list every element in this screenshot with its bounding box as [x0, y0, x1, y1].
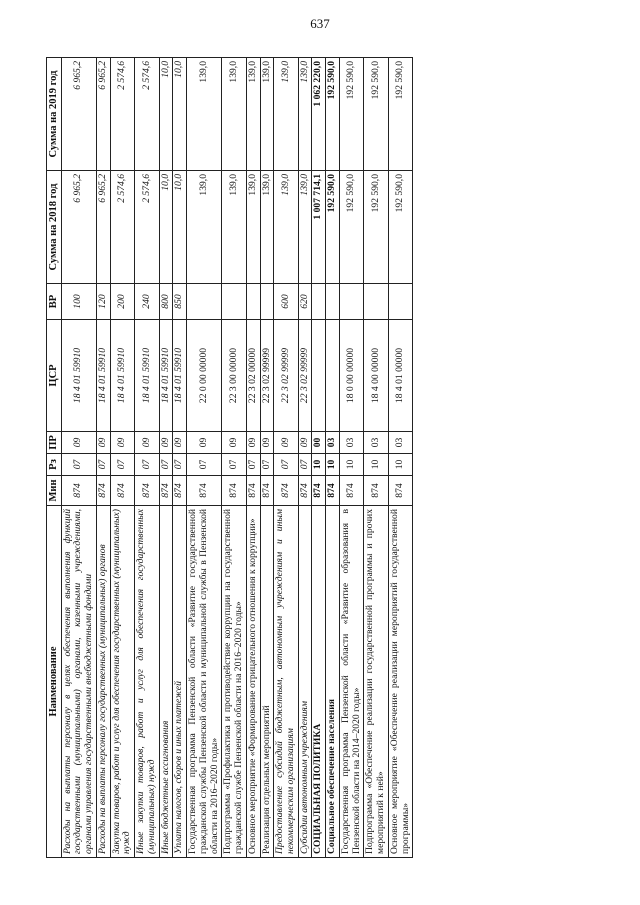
cell-min: 874 [260, 476, 274, 506]
cell-name: Социальное обеспечение населения [326, 506, 340, 858]
cell-name: Предоставление субсидий бюджетным, автономным учреждениям и иным некоммерческим организациям [274, 506, 298, 858]
cell-name: Реализация отдельных мероприятий [260, 506, 274, 858]
cell-vr [187, 284, 222, 320]
cell-sum-2019: 192 590,0 [364, 58, 388, 171]
cell-sum-2018: 139,0 [274, 171, 298, 284]
cell-csr: 22 3 02 99999 [260, 320, 274, 432]
cell-sum-2018: 192 590,0 [388, 171, 412, 284]
cell-csr: 18 0 00 00000 [339, 320, 363, 432]
cell-vr [339, 284, 363, 320]
table-body [61, 58, 413, 858]
table-row [187, 58, 222, 858]
table-row [96, 58, 110, 858]
cell-sum-2019: 139,0 [298, 58, 312, 171]
cell-vr [260, 284, 274, 320]
table-row [312, 58, 326, 858]
cell-sum-2018: 6 965,2 [61, 171, 96, 284]
cell-sum-2019: 192 590,0 [339, 58, 363, 171]
cell-sum-2019: 1 062 220,0 [312, 58, 326, 171]
cell-rz: 10 [364, 454, 388, 476]
table-row [298, 58, 312, 858]
table-row [159, 58, 173, 858]
cell-csr: 22 0 00 00000 [187, 320, 222, 432]
page-number: 637 [310, 16, 330, 31]
cell-vr: 850 [173, 284, 187, 320]
cell-sum-2018: 192 590,0 [339, 171, 363, 284]
cell-min: 874 [96, 476, 110, 506]
cell-csr: 18 4 01 59910 [96, 320, 110, 432]
cell-sum-2018: 2 574,6 [135, 171, 159, 284]
cell-vr: 240 [135, 284, 159, 320]
cell-name: Иные закупки товаров, работ и услуг для обеспечения государственных (муниципальных) нужд [135, 506, 159, 858]
cell-rz: 07 [159, 454, 173, 476]
cell-sum-2018: 139,0 [222, 171, 246, 284]
cell-min: 874 [326, 476, 340, 506]
cell-pr: 09 [159, 432, 173, 454]
cell-name: Уплата налогов, сборов и иных платежей [173, 506, 187, 858]
cell-sum-2018: 192 590,0 [364, 171, 388, 284]
cell-sum-2019: 192 590,0 [326, 58, 340, 171]
cell-vr: 100 [61, 284, 96, 320]
header-vr: ВР [47, 284, 62, 320]
cell-sum-2018: 139,0 [260, 171, 274, 284]
cell-vr [388, 284, 412, 320]
cell-vr [364, 284, 388, 320]
cell-sum-2019: 192 590,0 [388, 58, 412, 171]
cell-rz: 07 [246, 454, 260, 476]
table-row [274, 58, 298, 858]
cell-name: Основное мероприятие «Обеспечение реализации мероприятий государственной программы» [388, 506, 412, 858]
cell-rz: 07 [110, 454, 134, 476]
cell-csr: 18 4 01 59910 [110, 320, 134, 432]
cell-min: 874 [187, 476, 222, 506]
cell-min: 874 [61, 476, 96, 506]
table-row [388, 58, 412, 858]
cell-sum-2019: 139,0 [222, 58, 246, 171]
header-rz: Рз [47, 454, 62, 476]
table-row [135, 58, 159, 858]
cell-min: 874 [388, 476, 412, 506]
cell-pr: 09 [298, 432, 312, 454]
cell-rz: 07 [274, 454, 298, 476]
cell-vr [246, 284, 260, 320]
cell-sum-2018: 139,0 [298, 171, 312, 284]
cell-rz: 07 [260, 454, 274, 476]
cell-min: 874 [222, 476, 246, 506]
cell-sum-2018: 139,0 [187, 171, 222, 284]
cell-vr: 800 [159, 284, 173, 320]
table-row [222, 58, 246, 858]
cell-min: 874 [173, 476, 187, 506]
cell-name: Расходы на выплаты персоналу государственных (муниципальных) органов [96, 506, 110, 858]
table-header-row [47, 58, 62, 858]
cell-pr: 09 [135, 432, 159, 454]
cell-sum-2018: 192 590,0 [326, 171, 340, 284]
cell-rz: 07 [298, 454, 312, 476]
cell-csr [326, 320, 340, 432]
cell-min: 874 [159, 476, 173, 506]
cell-vr [312, 284, 326, 320]
cell-min: 874 [110, 476, 134, 506]
cell-sum-2019: 139,0 [246, 58, 260, 171]
cell-pr: 09 [173, 432, 187, 454]
table-row [110, 58, 134, 858]
cell-sum-2019: 6 965,2 [61, 58, 96, 171]
table-row [339, 58, 363, 858]
cell-vr [326, 284, 340, 320]
rotated-budget-table-page [46, 58, 591, 858]
cell-sum-2019: 2 574,6 [135, 58, 159, 171]
cell-sum-2018: 1 007 714,1 [312, 171, 326, 284]
cell-min: 874 [298, 476, 312, 506]
cell-pr: 09 [187, 432, 222, 454]
cell-rz: 07 [96, 454, 110, 476]
cell-name: Государственная программа Пензенской области «Развитие государственной гражданской службы Пензенской области и муниципальной службы в Пензенской области на 2016–2020 годы» [187, 506, 222, 858]
cell-pr: 03 [388, 432, 412, 454]
cell-vr [222, 284, 246, 320]
cell-sum-2019: 139,0 [274, 58, 298, 171]
cell-rz: 07 [187, 454, 222, 476]
budget-table [46, 57, 413, 858]
header-sum-2018: Сумма на 2018 год [47, 171, 62, 284]
cell-pr: 03 [339, 432, 363, 454]
cell-csr: 18 4 01 00000 [388, 320, 412, 432]
cell-pr: 09 [61, 432, 96, 454]
cell-csr: 18 4 01 59910 [135, 320, 159, 432]
cell-rz: 10 [312, 454, 326, 476]
header-sum-2019: Сумма на 2019 год [47, 58, 62, 171]
header-min: Мин [47, 476, 62, 506]
cell-sum-2018: 2 574,6 [110, 171, 134, 284]
cell-min: 874 [339, 476, 363, 506]
cell-rz: 10 [339, 454, 363, 476]
cell-csr: 18 4 01 59910 [61, 320, 96, 432]
cell-pr: 09 [110, 432, 134, 454]
cell-pr: 09 [96, 432, 110, 454]
cell-rz: 07 [135, 454, 159, 476]
cell-name: Подпрограмма «Обеспечение реализации государственной программы и прочих мероприятий к ней» [364, 506, 388, 858]
cell-name: Основное мероприятие «Формирование отрицательного отношения к коррупции» [246, 506, 260, 858]
cell-sum-2018: 10,0 [159, 171, 173, 284]
cell-vr: 200 [110, 284, 134, 320]
cell-csr: 18 4 01 59910 [159, 320, 173, 432]
cell-pr: 09 [274, 432, 298, 454]
cell-pr: 03 [326, 432, 340, 454]
cell-min: 874 [364, 476, 388, 506]
cell-rz: 07 [222, 454, 246, 476]
cell-csr: 22 3 02 99999 [298, 320, 312, 432]
cell-name: Иные бюджетные ассигнования [159, 506, 173, 858]
cell-name: Государственная программа Пензенской области «Развитие образования в Пензенской области на 2014–2020 годы» [339, 506, 363, 858]
cell-rz: 10 [388, 454, 412, 476]
cell-pr: 03 [364, 432, 388, 454]
cell-csr: 18 4 01 59910 [173, 320, 187, 432]
cell-vr: 600 [274, 284, 298, 320]
cell-sum-2019: 6 965,2 [96, 58, 110, 171]
cell-csr: 18 4 00 00000 [364, 320, 388, 432]
cell-vr: 620 [298, 284, 312, 320]
cell-sum-2019: 139,0 [260, 58, 274, 171]
cell-name: Закупка товаров, работ и услуг для обеспечения государственных (муниципальных) нужд [110, 506, 134, 858]
cell-csr: 22 3 00 00000 [222, 320, 246, 432]
cell-min: 874 [135, 476, 159, 506]
header-pr: ПР [47, 432, 62, 454]
cell-sum-2019: 10,0 [173, 58, 187, 171]
cell-min: 874 [274, 476, 298, 506]
cell-csr [312, 320, 326, 432]
cell-pr: 09 [260, 432, 274, 454]
cell-name: СОЦИАЛЬНАЯ ПОЛИТИКА [312, 506, 326, 858]
cell-pr: 00 [312, 432, 326, 454]
cell-pr: 09 [246, 432, 260, 454]
table-row [173, 58, 187, 858]
cell-min: 874 [312, 476, 326, 506]
cell-name: Субсидии автономным учреждениям [298, 506, 312, 858]
cell-sum-2019: 139,0 [187, 58, 222, 171]
table-row [61, 58, 96, 858]
cell-csr: 22 3 02 00000 [246, 320, 260, 432]
table-row [260, 58, 274, 858]
cell-rz: 10 [326, 454, 340, 476]
cell-name: Подпрограмма «Профилактика и противодействие коррупции на государственной гражданской службе Пензенской области на 2016–2020 годы» [222, 506, 246, 858]
cell-rz: 07 [173, 454, 187, 476]
table-row [326, 58, 340, 858]
cell-rz: 07 [61, 454, 96, 476]
cell-pr: 09 [222, 432, 246, 454]
cell-csr: 22 3 02 99999 [274, 320, 298, 432]
cell-name: Расходы на выплаты персоналу в целях обеспечения выполнения функций государственными (муниципальными) органами, казенными учреждениями, органами управления государственными внебюджетными фондами [61, 506, 96, 858]
table-row [364, 58, 388, 858]
header-csr: ЦСР [47, 320, 62, 432]
cell-vr: 120 [96, 284, 110, 320]
cell-min: 874 [246, 476, 260, 506]
cell-sum-2019: 2 574,6 [110, 58, 134, 171]
cell-sum-2018: 10,0 [173, 171, 187, 284]
cell-sum-2019: 10,0 [159, 58, 173, 171]
table-row [246, 58, 260, 858]
cell-sum-2018: 139,0 [246, 171, 260, 284]
cell-sum-2018: 6 965,2 [96, 171, 110, 284]
header-name: Наименование [47, 506, 62, 858]
